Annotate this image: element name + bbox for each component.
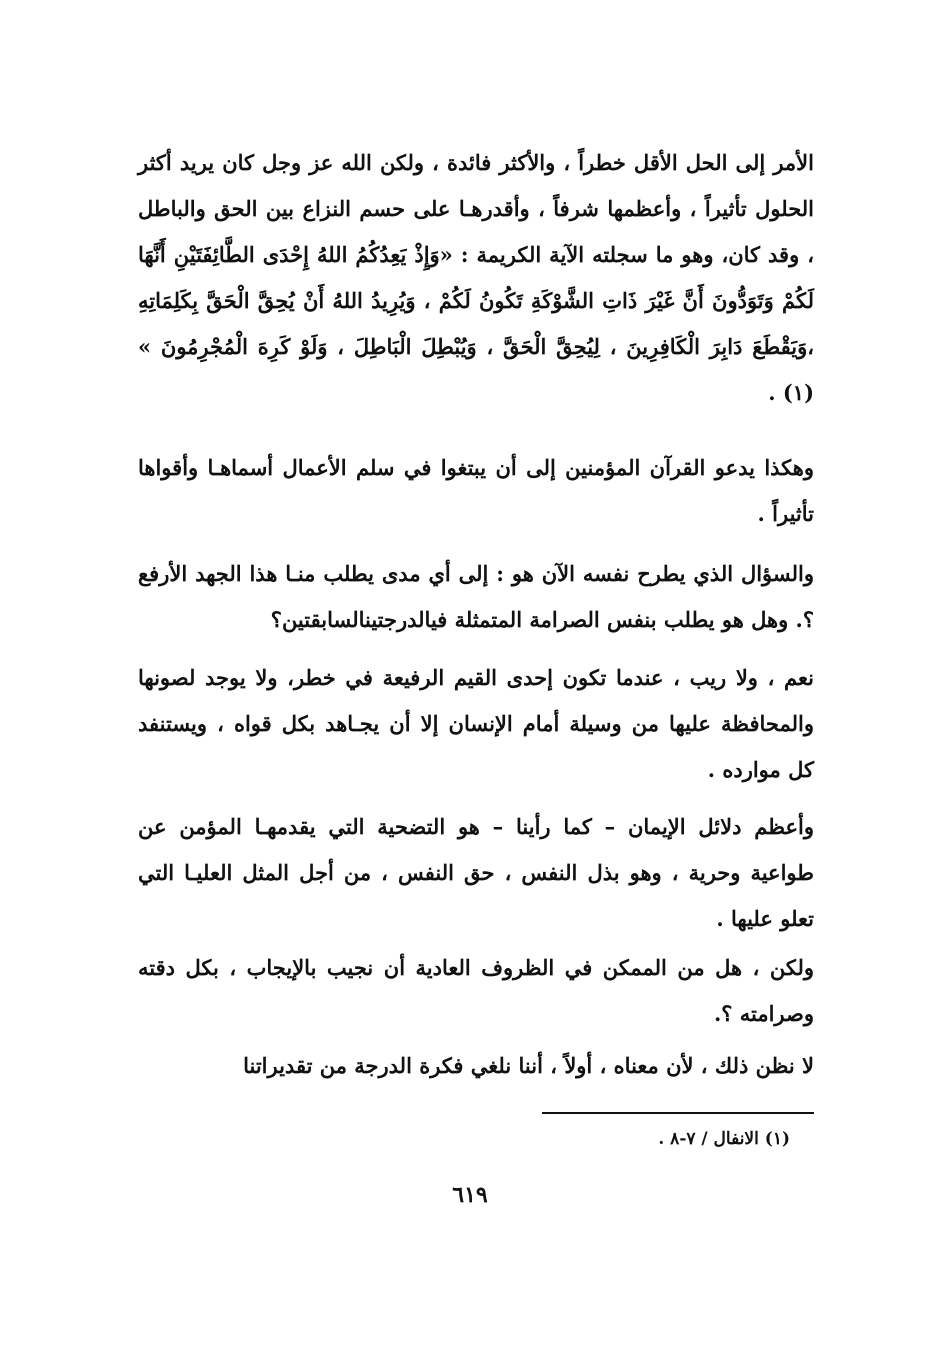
paragraph-conclusion-start: لا نظن ذلك ، لأن معناه ، أولاً ، أننا نلغي فكرة الدرجة من تقديراتنا bbox=[243, 1053, 814, 1078]
paragraph-quranic-verse: الأمر إلى الحل الأقل خطراً ، والأكثر فائدة ، ولكن الله عز وجل كان يريد أكثر الحلول تأثيراً ، وأعظمها شرفاً ، وأقدرهـا على حسم النزاع بين الحق والباطل ، وقد كان، وهو ما سجلته الآية الكريمة : «وَإِذْ يَعِدُكُمُ اللهُ إِحْدَى الطَّائِفَتَيْنِ أَنَّهَا لَكُمْ وَتَوَدُّونَ أَنَّ غَيْرَ ذَاتِ الشَّوْكَةِ تَكُونُ لَكُمْ ، وَيُرِيدُ اللهُ أَنْ يُحِقَّ الْحَقَّ بِكَلِمَاتِهِ ،وَيَقْطَعَ دَابِرَ الْكَافِرِينَ ، لِيُحِقَّ الْحَقَّ ، وَيُبْطِلَ الْبَاطِلَ ، وَلَوْ كَرِهَ الْمُجْرِمُونَ » (١) . bbox=[138, 150, 814, 405]
paragraph-question: والسؤال الذي يطرح نفسه الآن هو : إلى أي مدى يطلب منـا هذا الجهد الأرفع ؟. وهل هو يطلب بنفس الصرامة المتمثلة فيالدرجتينالسابقتين؟ bbox=[138, 561, 814, 632]
page-number: ٦١٩ bbox=[452, 1182, 488, 1208]
paragraph-answer: نعم ، ولا ريب ، عندما تكون إحدى القيم الرفيعة في خطر، ولا يوجد لصونها والمحافظة عليها من وسيلة أمام الإنسان إلا أن يجـاهد بكل قواه ، ويستنفد كل موارده . bbox=[138, 665, 814, 782]
paragraph-ordinary-circumstances: ولكن ، هل من الممكن في الظروف العادية أن نجيب بالإيجاب ، بكل دقته وصرامته ؟. bbox=[138, 955, 814, 1026]
paragraph-signs-of-faith: وأعظم دلائل الإيمان – كما رأينا – هو التضحية التي يقدمهـا المؤمن عن طواعية وحرية ، وهو بذل النفس ، حق النفس ، من أجل المثل العليـا التي تعلو عليها . bbox=[138, 814, 814, 931]
footnote-divider bbox=[542, 1112, 814, 1114]
footnote: (١) الانفال / ٧-٨ . bbox=[658, 1129, 790, 1149]
paragraph-quran-calls: وهكذا يدعو القرآن المؤمنين إلى أن يبتغوا في سلم الأعمال أسماهـا وأقواها تأثيراً . bbox=[138, 455, 814, 526]
